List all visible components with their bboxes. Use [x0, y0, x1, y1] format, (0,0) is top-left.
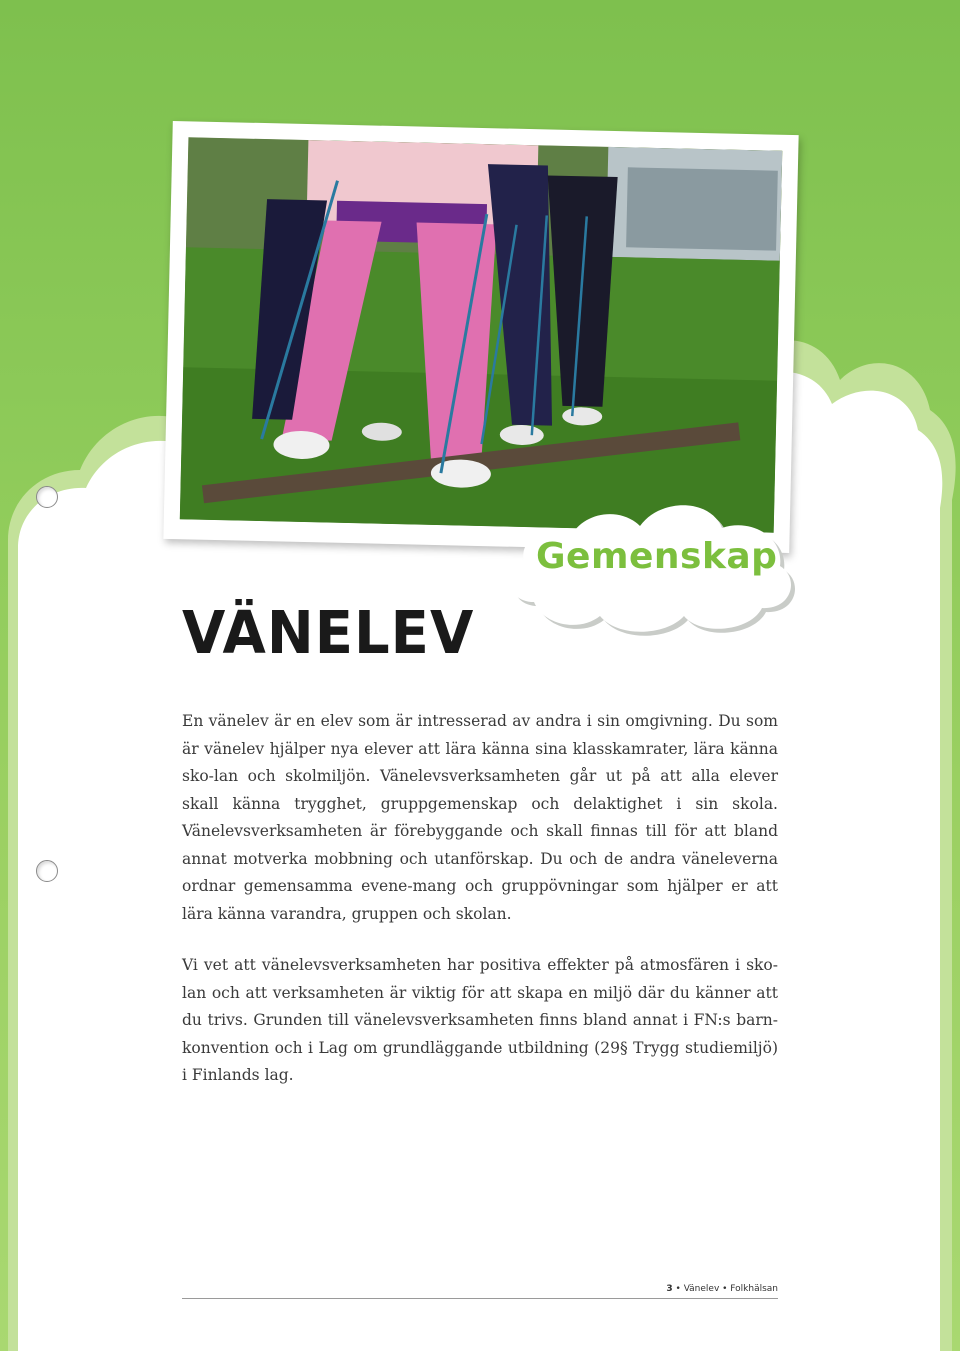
page-number: 3 — [666, 1284, 673, 1294]
footer-separator: • — [672, 1284, 684, 1294]
photo-children-walking-on-ski-boards — [180, 137, 783, 532]
page-footer — [666, 1284, 778, 1294]
photo-frame — [163, 121, 798, 553]
page-title: VÄNELEV — [182, 599, 475, 668]
binder-ring-top — [36, 486, 58, 508]
footer-separator: • — [719, 1284, 731, 1294]
footer-section: Vänelev — [683, 1284, 720, 1294]
badge-label: Gemenskap — [536, 536, 778, 577]
footer-divider — [182, 1298, 778, 1299]
paragraph-intro: En vänelev är en elev som är intresserad av andra i sin omgivning. Du som är vänelev hjälper nya elever att lära känna sina klasskamrater, lära känna sko-lan och skolmiljön. Vänelevsverksamheten går ut på att alla elever skall känna trygghet, gruppgemenskap och delaktighet i sin skola. Vänelevsverksamheten är förebyggande och skall finnas till för att bland annat motverka mobbning och utanförskap. Du och de andra väneleverna ordnar gemensamma evene-mang och gruppövningar som hjälper er att lära känna varandra, gruppen och skolan. — [182, 712, 778, 923]
paragraph-effects: Vi vet att vänelevsverksamheten har positiva effekter på atmosfären i sko-lan och att verksamheten är viktig för att skapa en miljö där du känner att du trivs. Grunden till vänelevsverksamheten finns bland annat i FN:s barn-konvention och i Lag om grundläggande utbildning (29§ Trygg studiemiljö) i Finlands lag. — [182, 956, 778, 1084]
footer-publisher: Folkhälsan — [730, 1284, 778, 1294]
binder-ring-bottom — [36, 860, 58, 882]
